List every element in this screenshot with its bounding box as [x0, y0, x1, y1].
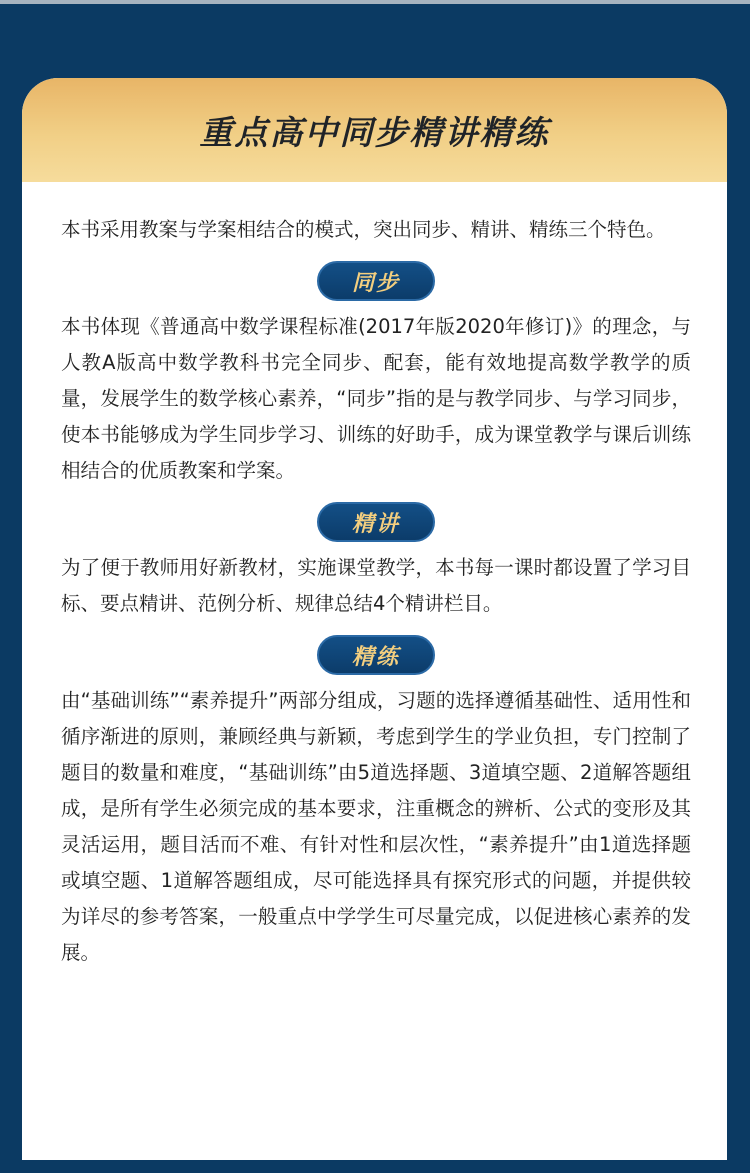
- page-title: 重点高中同步精讲精练: [199, 112, 550, 152]
- section-badge-wrap: [61, 502, 691, 542]
- section-text-jingjiang: 为了便于教师用好新教材，实施课堂教学，本书每一课时都设置了学习目标、要点精讲、范例分析、规律总结4个精讲栏目。: [61, 556, 691, 615]
- card-content: [22, 182, 727, 971]
- content-card: [22, 78, 727, 1160]
- card-header: [22, 78, 727, 182]
- section-badge-jingjiang: 精讲: [317, 502, 435, 542]
- intro-paragraph: 本书采用教案与学案相结合的模式，突出同步、精讲、精练三个特色。: [61, 218, 666, 241]
- top-strip: [0, 0, 750, 4]
- section-badge-wrap: [61, 635, 691, 675]
- section-text-jinglian: 由“基础训练”“素养提升”两部分组成，习题的选择遵循基础性、适用性和循序渐进的原则，兼顾经典与新颖，考虑到学生的学业负担，专门控制了题目的数量和难度，“基础训练”由5道选择题、3道填空题、2道解答题组成，是所有学生必须完成的基本要求，注重概念的辨析、公式的变形及其灵活运用，题目活而不难、有针对性和层次性，“素养提升”由1道选择题或填空题、1道解答题组成，尽可能选择具有探究形式的问题，并提供较为详尽的参考答案，一般重点中学学生可尽量完成，以促进核心素养的发展。: [61, 689, 691, 964]
- section-badge-jinglian: 精练: [317, 635, 435, 675]
- section-text-tongbu: 本书体现《普通高中数学课程标准(2017年版2020年修订)》的理念，与人教A版高中数学教科书完全同步、配套，能有效地提高数学教学的质量，发展学生的数学核心素养，“同步”指的是与教学同步、与学习同步，使本书能够成为学生同步学习、训练的好助手，成为课堂教学与课后训练相结合的优质教案和学案。: [61, 315, 691, 482]
- section-badge-wrap: [61, 261, 691, 301]
- section-badge-tongbu: 同步: [317, 261, 435, 301]
